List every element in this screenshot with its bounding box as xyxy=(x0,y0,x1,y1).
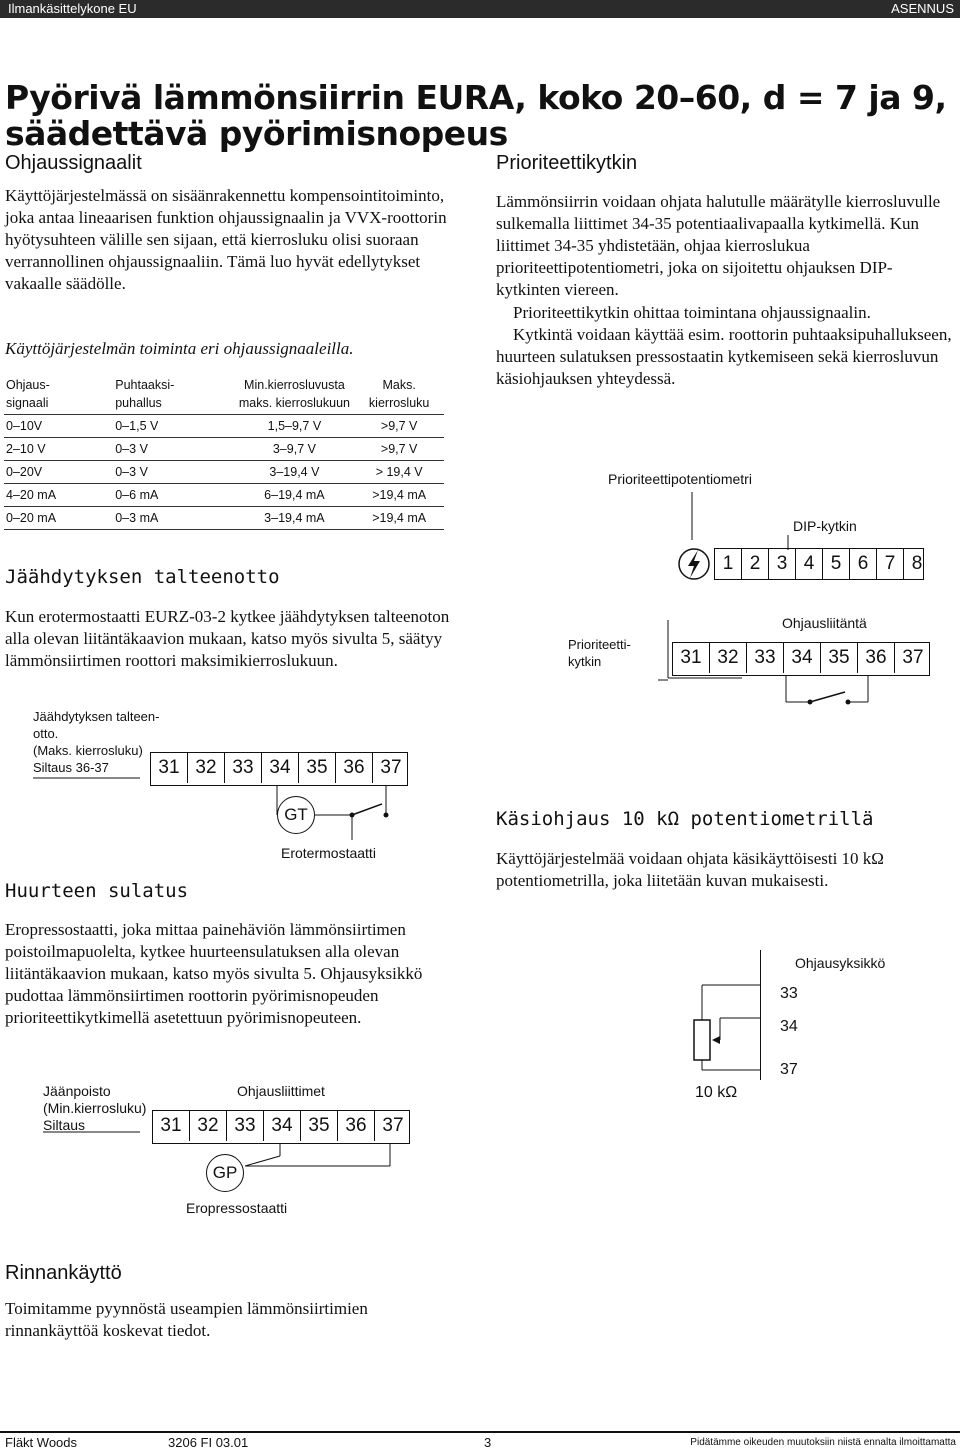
table-cell: 0–3 V xyxy=(115,461,234,484)
terminal: 32 xyxy=(187,753,224,783)
kasi-paragraph: Käyttöjärjestelmää voidaan ohjata käsikäyttöisesti 10 kΩ potentiometrilla, joka liitetään kuvan mukaisesti. xyxy=(496,849,884,890)
table-cell: 3–19,4 V xyxy=(235,461,355,484)
jaah-diagram-label: Jäähdytyksen talteen- otto. (Maks. kierrosluku) Siltaus 36-37 xyxy=(33,709,160,775)
liittimet-label: Ohjausliittimet xyxy=(237,1083,325,1099)
huurre-diagram-label: Jäänpoisto (Min.kierrosluku) Siltaus xyxy=(43,1083,147,1133)
potentiometer-wiring xyxy=(660,940,780,1080)
header-left: Ilmankäsittelykone EU xyxy=(8,1,137,16)
table-header-cell: Maks. kierrosluku xyxy=(354,372,444,415)
terminal: 34 xyxy=(261,753,298,783)
potentiometer-icon xyxy=(676,546,712,582)
huurre-heading: Huurteen sulatus xyxy=(5,880,189,902)
footer-page-number: 3 xyxy=(484,1435,492,1450)
dip-switch-1[interactable]: 1 xyxy=(722,553,734,574)
terminal: 34 xyxy=(783,643,820,673)
jaah-diagram-lines xyxy=(0,760,470,870)
thermostat-label: Erotermostaatti xyxy=(281,845,376,861)
page-footer xyxy=(0,1431,960,1451)
terminal: 31 xyxy=(160,1115,182,1136)
jaah-heading: Jäähdytyksen talteenotto xyxy=(5,566,280,588)
ohjausliitanta-label: Ohjausliitäntä xyxy=(782,615,867,631)
table-cell: 3–9,7 V xyxy=(235,438,355,461)
dip-switch-4[interactable]: 4 xyxy=(795,549,822,579)
table-header-cell: Ohjaus- signaali xyxy=(4,372,115,415)
header-right: ASENNUS xyxy=(891,1,954,16)
prio-paragraph-1: Lämmönsiirrin voidaan ohjata halutulle määrätylle kierrosluvulle sulkemalla liittimet 34-35 potentiaalivapaalla kytkimellä. Kun liittimet 34-35 yhdistetään, ohjaa kierroslukua prioriteettipotentiometri, joka on sijoitettu ohjauksen DIP-kytkinten viereen. xyxy=(496,192,941,299)
pot-value-label: 10 kΩ xyxy=(695,1084,738,1101)
table-cell: >9,7 V xyxy=(354,438,444,461)
rinnan-heading: Rinnankäyttö xyxy=(5,1262,122,1284)
ohjaus-heading: Ohjaussignaalit xyxy=(5,152,142,174)
table-cell: 0–20V xyxy=(4,461,115,484)
table-cell: 0–6 mA xyxy=(115,484,234,507)
table-header-row xyxy=(4,372,444,415)
gt-thermostat-symbol: GT xyxy=(277,796,315,834)
prio-paragraph-3: Kytkintä voidaan käyttää esim. roottorin puhtaaksipuhallukseen, huurteen sulatuksen pressostaatin kytkemiseen sekä kierrosluvun käsiohjauksen yhteydessä. xyxy=(496,325,952,388)
terminal: 35 xyxy=(298,753,335,783)
terminal-33: 33 xyxy=(780,985,798,1002)
footer-notice: Pidätämme oikeuden muutoksiin niistä ennalta ilmoittamatta xyxy=(690,1437,956,1448)
ohjaus-caption: Käyttöjärjestelmän toiminta eri ohjaussignaaleilla. xyxy=(5,339,354,358)
terminal: 34 xyxy=(263,1111,300,1141)
unit-label: Ohjausyksikkö xyxy=(795,955,886,971)
table-cell: >9,7 V xyxy=(354,415,444,438)
ohjaus-paragraph: Käyttöjärjestelmässä on sisäänrakennettu kompensointitoiminto, joka antaa lineaarisen funktion ohjaussignaalin ja VVX-roottorin hyötysuhteen välille sen sijaan, että kierrosluku olisi suoraan verrannollinen ohjaussignaaliin. Tämä luo hyvät edellytykset vakaalle säädölle. xyxy=(5,186,447,293)
table-header-cell: Min.kierrosluvusta maks. kierroslukuun xyxy=(235,372,355,415)
dip-switch-3[interactable]: 3 xyxy=(768,549,795,579)
terminal: 31 xyxy=(158,757,180,778)
gp-pressostat-symbol: GP xyxy=(206,1154,244,1192)
table-cell: >19,4 mA xyxy=(354,507,444,530)
table-row xyxy=(4,484,444,507)
terminal: 35 xyxy=(820,643,857,673)
dip-switch-5[interactable]: 5 xyxy=(822,549,849,579)
table-row xyxy=(4,438,444,461)
prio-heading: Prioriteettikytkin xyxy=(496,152,638,174)
dip-label: DIP-kytkin xyxy=(793,518,857,534)
rinnan-paragraph: Toimitamme pyynnöstä useampien lämmönsiirtimien rinnankäyttöä koskevat tiedot. xyxy=(5,1299,368,1340)
terminal: 35 xyxy=(300,1111,337,1141)
terminal: 33 xyxy=(224,753,261,783)
dip-switch-6[interactable]: 6 xyxy=(849,549,876,579)
footer-code: 3206 FI 03.01 xyxy=(168,1435,249,1450)
table-cell: 4–20 mA xyxy=(4,484,115,507)
terminal-34: 34 xyxy=(780,1018,798,1035)
page-header xyxy=(0,0,960,18)
table-cell: 1,5–9,7 V xyxy=(235,415,355,438)
terminal: 37 xyxy=(894,643,931,673)
table-cell: 0–1,5 V xyxy=(115,415,234,438)
terminal: 36 xyxy=(335,753,372,783)
dip-switch-7[interactable]: 7 xyxy=(876,549,903,579)
table-cell: > 19,4 V xyxy=(354,461,444,484)
table-header-cell: Puhtaaksi- puhallus xyxy=(115,372,234,415)
terminal: 33 xyxy=(226,1111,263,1141)
dip-switch-2[interactable]: 2 xyxy=(741,549,768,579)
table-row xyxy=(4,507,444,530)
huurre-paragraph: Eropressostaatti, joka mittaa painehäviön lämmönsiirtimen poistoilmapuolelta, kytkee huurteensulatuksen alla olevan liitäntäkaavion mukaan, katso myös sivulta 5. Ohjausyksikkö pudottaa lämmönsiirtimen roottorin pyörimisnopeuden prioriteettikytkimellä asetettuun pyörimisnopeuteen. xyxy=(5,920,423,1027)
potentiometer-label: Prioriteettipotentiometri xyxy=(608,471,752,487)
table-cell: 6–19,4 mA xyxy=(235,484,355,507)
table-cell: 3–19,4 mA xyxy=(235,507,355,530)
terminal: 37 xyxy=(374,1111,411,1141)
dip-switch-block xyxy=(714,548,924,580)
terminal-37: 37 xyxy=(780,1061,798,1078)
page-title: Pyörivä lämmönsiirrin EURA, koko 20–60, d = 7 ja 9, säädettävä pyörimisnopeus xyxy=(5,78,947,153)
terminal: 32 xyxy=(189,1111,226,1141)
terminal: 31 xyxy=(680,647,702,668)
terminal: 36 xyxy=(857,643,894,673)
table-row xyxy=(4,461,444,484)
footer-brand: Fläkt Woods xyxy=(5,1435,78,1450)
kasi-heading: Käsiohjaus 10 kΩ potentiometrillä xyxy=(496,808,874,830)
prio-terminal-block xyxy=(672,642,930,676)
table-cell: 0–3 mA xyxy=(115,507,234,530)
table-cell: 2–10 V xyxy=(4,438,115,461)
jaah-paragraph: Kun erotermostaatti EURZ-03-2 kytkee jäähdytyksen talteenoton alla olevan liitäntäkaavion mukaan, katso myös sivulta 5, säätyy lämmönsiirtimen roottori maksimikierroslukuun. xyxy=(5,607,450,670)
terminal: 37 xyxy=(372,753,409,783)
terminal: 33 xyxy=(746,643,783,673)
table-cell: 0–20 mA xyxy=(4,507,115,530)
table-cell: 0–3 V xyxy=(115,438,234,461)
signal-table xyxy=(4,372,444,530)
table-row xyxy=(4,415,444,438)
switch-label: Prioriteetti- kytkin xyxy=(568,637,631,669)
dip-switch-8[interactable]: 8 xyxy=(903,549,930,579)
terminal: 32 xyxy=(709,643,746,673)
pressostat-label: Eropressostaatti xyxy=(186,1200,288,1216)
terminal: 36 xyxy=(337,1111,374,1141)
prio-paragraph-2: Prioriteettikytkin ohittaa toimintana ohjaussignaalin. xyxy=(513,303,871,322)
table-cell: >19,4 mA xyxy=(354,484,444,507)
table-cell: 0–10V xyxy=(4,415,115,438)
